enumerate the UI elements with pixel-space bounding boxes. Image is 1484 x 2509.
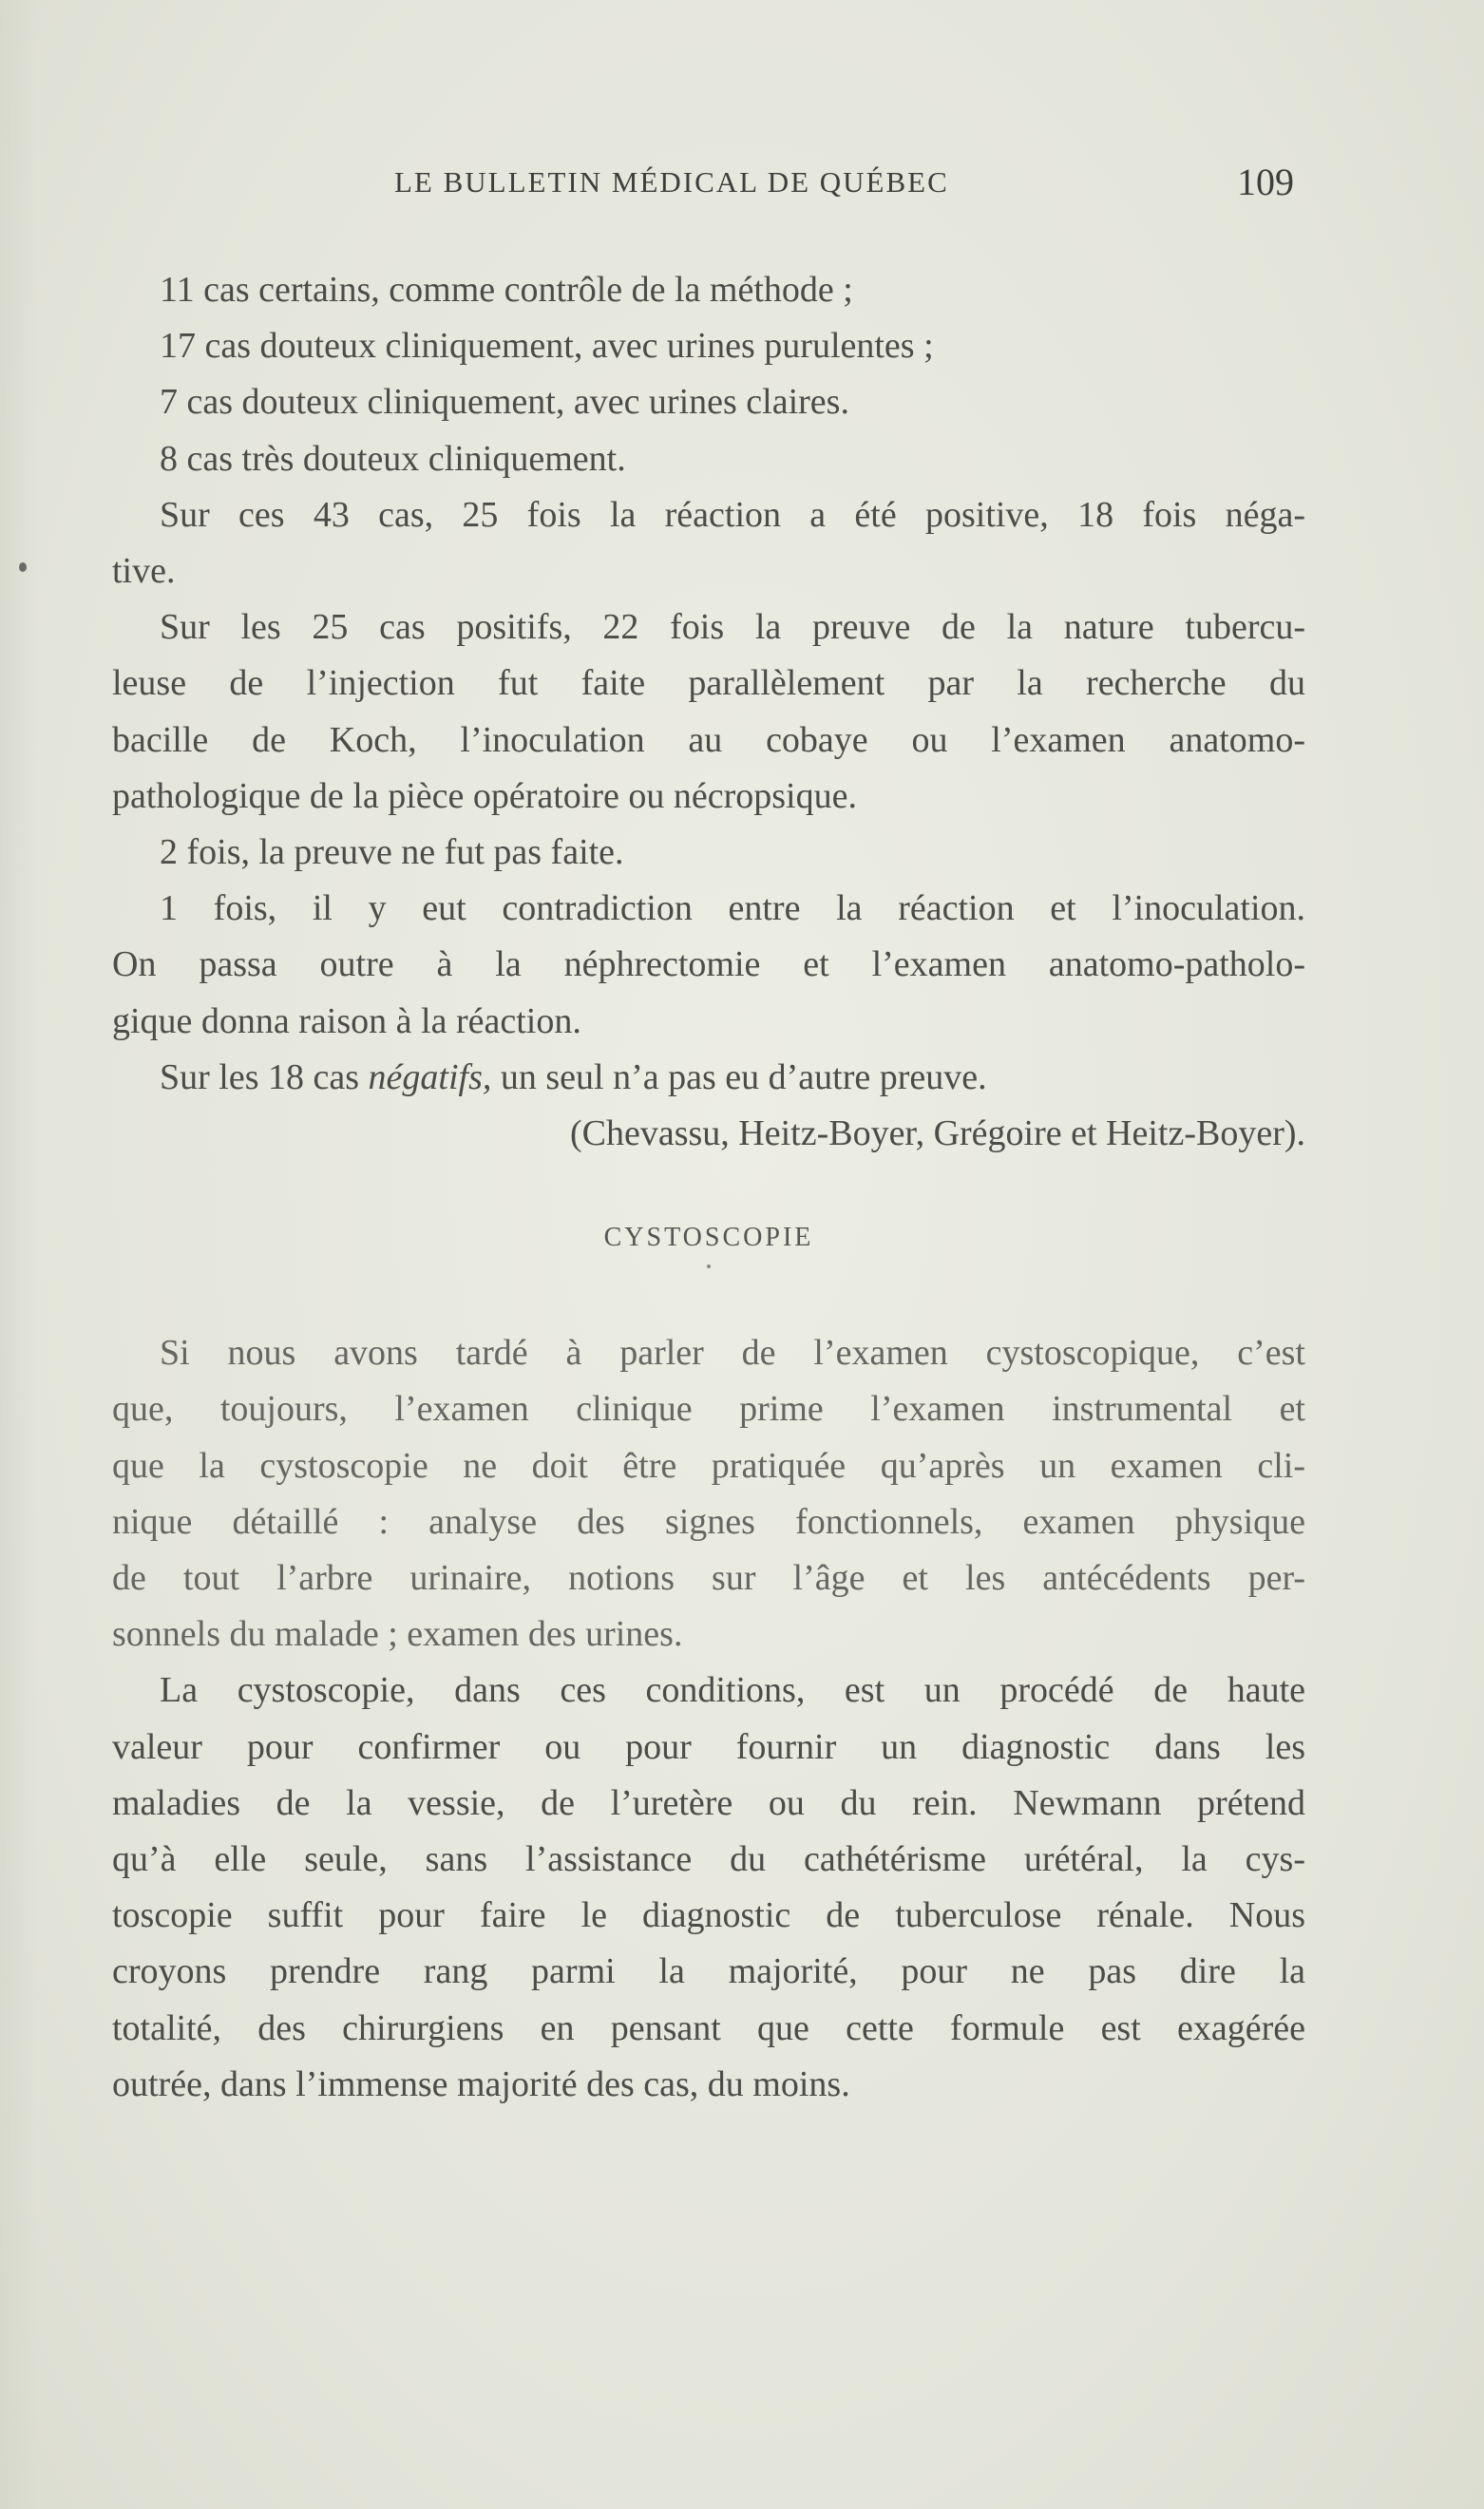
paragraph-line: On passa outre à la néphrectomie et l’examen anatomo-patholo- [112,944,1305,985]
text-run: un seul n’a pas eu d’autre preuve. [491,1056,987,1097]
paragraph-line: que la cystoscopie ne doit être pratiquée qu’après un examen cli- [112,1445,1305,1486]
paragraph-line: valeur pour confirmer ou pour fournir un diagnostic dans les [112,1726,1305,1767]
paragraph-line: qu’à elle seule, sans l’assistance du cathétérisme urétéral, la cys- [112,1839,1305,1880]
paragraph-line: 2 fois, la preuve ne fut pas faite. [160,832,624,873]
paragraph-line: 1 fois, il y eut contradiction entre la réaction et l’inoculation. [160,888,1305,929]
paragraph-line: leuse de l’injection fut faite parallèlement par la recherche du [112,663,1305,704]
running-title: LE BULLETIN MÉDICAL DE QUÉBEC [394,165,949,199]
paragraph [112,1663,1305,2113]
paragraph-line: tive. [112,551,176,592]
list-line: 7 cas douteux cliniquement, avec urines claires. [160,382,849,423]
paragraph-line: totalité, des chirurgiens en pensant que cette formule est exagérée [112,2007,1305,2048]
paragraph-line: de tout l’arbre urinaire, notions sur l’âge et les antécédents per- [112,1558,1305,1599]
paragraph-line: Sur ces 43 cas, 25 fois la réaction a été positive, 18 fois néga- [160,494,1305,535]
paragraph-line-italic [112,1050,1305,1106]
running-header [0,160,1484,205]
body-text [112,262,1305,2113]
paragraph-line: toscopie suffit pour faire le diagnostic de tuberculose rénale. Nous [112,1895,1305,1936]
text-run: Sur les 18 cas [160,1056,369,1097]
paragraph-line: La cystoscopie, dans ces conditions, est un procédé de haute [160,1670,1305,1711]
paragraph-line: Sur les 25 cas positifs, 22 fois la preuve de la nature tubercu- [160,607,1305,648]
paragraph-line: Si nous avons tardé à parler de l’examen cystoscopique, c’est [160,1333,1305,1374]
paragraph-line: outrée, dans l’immense majorité des cas, du moins. [112,2063,850,2104]
paragraph-line: pathologique de la pièce opératoire ou nécropsique. [112,775,857,816]
list-line: 8 cas très douteux cliniquement. [160,438,626,479]
paragraph-line: que, toujours, l’examen clinique prime l’examen instrumental et [112,1389,1305,1430]
list-line: 11 cas certains, comme contrôle de la méthode ; [160,270,853,310]
page-edge-shadow [0,0,38,2509]
paragraph-line: gique donna raison à la réaction. [112,1000,581,1041]
paragraph-line: croyons prendre rang parmi la majorité, pour ne pas dire la [112,1951,1305,1992]
citation: (Chevassu, Heitz-Boyer, Grégoire et Heitz-Boyer). [569,1113,1305,1154]
italic-term: négatifs, [368,1056,492,1097]
paragraph-line: sonnels du malade ; examen des urines. [112,1614,683,1655]
paragraph [112,1325,1305,1663]
margin-ink-mark [19,562,27,572]
paragraph-line: maladies de la vessie, de l’uretère ou du rein. Newmann prétend [112,1782,1305,1823]
section-heading: CYSTOSCOPIE [112,1219,1305,1268]
paragraph-line: bacille de Koch, l’inoculation au cobaye ou l’examen anatomo- [112,719,1305,760]
paragraph-line: nique détaillé : analyse des signes fonctionnels, examen physique [112,1501,1305,1542]
list-line: 17 cas douteux cliniquement, avec urines purulentes ; [160,326,934,367]
page-number: 109 [1237,161,1294,203]
